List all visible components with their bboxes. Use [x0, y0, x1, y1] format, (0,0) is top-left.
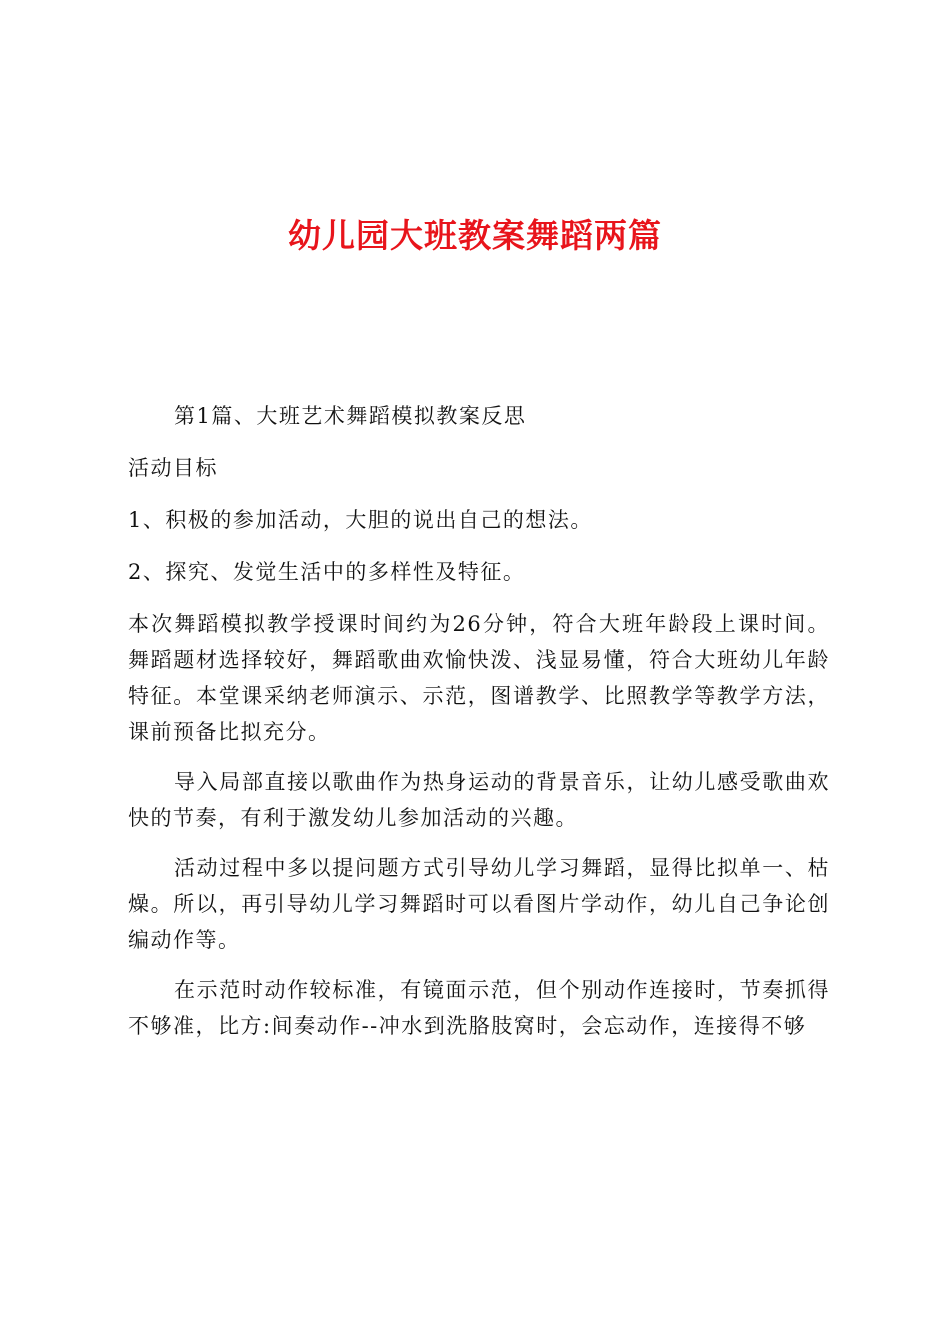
document-body: [128, 398, 830, 1044]
document-title: 幼儿园大班教案舞蹈两篇: [288, 216, 662, 255]
section-heading: 第1篇、大班艺术舞蹈模拟教案反思: [174, 404, 527, 428]
body-paragraph: 在示范时动作较标准，有镜面示范，但个别动作连接时，节奏抓得不够准，比方:间奏动作--冲水到洗胳肢窝时，会忘动作，连接得不够: [128, 978, 830, 1038]
body-paragraph: 活动过程中多以提问题方式引导幼儿学习舞蹈，显得比拟单一、枯燥。所以，再引导幼儿学习舞蹈时可以看图片学动作，幼儿自己争论创编动作等。: [128, 856, 830, 952]
body-paragraph: 本次舞蹈模拟教学授课时间约为26分钟，符合大班年龄段上课时间。舞蹈题材选择较好，舞蹈歌曲欢愉快泼、浅显易懂，符合大班幼儿年龄特征。本堂课采纳老师演示、示范，图谱教学、比照教学等教学方法，课前预备比拟充分。: [128, 612, 830, 744]
body-paragraph: 导入局部直接以歌曲作为热身运动的背景音乐，让幼儿感受歌曲欢快的节奏，有利于激发幼儿参加活动的兴趣。: [128, 770, 830, 830]
goal-item: 2、探究、发觉生活中的多样性及特征。: [128, 560, 526, 584]
goal-item: 1、积极的参加活动，大胆的说出自己的想法。: [128, 508, 593, 532]
goals-heading: 活动目标: [128, 456, 218, 480]
